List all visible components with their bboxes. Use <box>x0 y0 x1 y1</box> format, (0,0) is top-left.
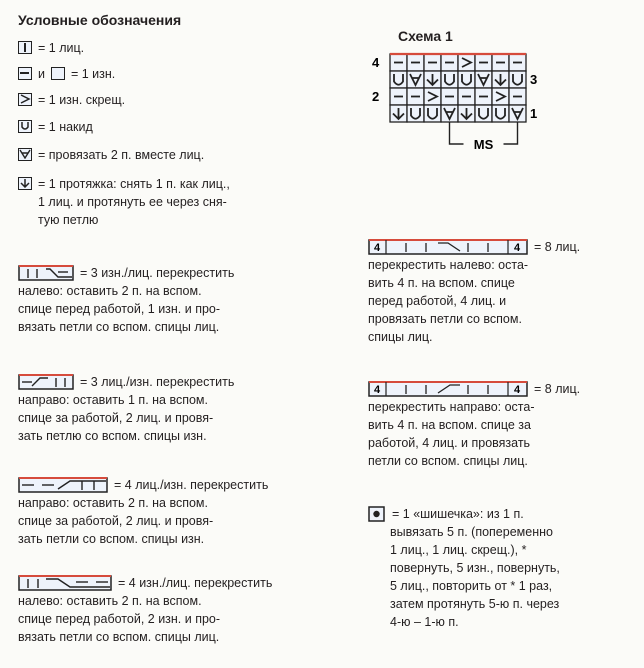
legend-text: = 3 лиц./изн. перекрестить <box>80 375 235 389</box>
legend-text: = 1 изн. скрещ. <box>38 93 126 107</box>
legend-text: работой, 4 лиц. и провязать <box>368 436 531 450</box>
cable-count-right: 4 <box>514 242 521 254</box>
legend-text: = 4 изн./лиц. перекрестить <box>118 576 273 590</box>
cable-3-left-symbol-icon <box>18 265 74 281</box>
legend-text: спицы лиц. <box>368 330 433 344</box>
cable-4-right-symbol-icon <box>18 477 108 493</box>
legend-text: 1 лиц., 1 лиц. скрещ.), * <box>390 543 527 557</box>
repeat-label: MS <box>473 137 494 152</box>
legend-text: затем протянуть 5-ю п. через <box>390 597 560 611</box>
cable-count-left: 4 <box>374 242 381 254</box>
chart-svg <box>368 48 588 178</box>
legend-text: = 8 лиц. <box>534 240 581 254</box>
legend-text: направо: оставить 1 п. на вспом. <box>18 393 209 407</box>
legend-item-skpo <box>18 176 230 229</box>
legend-item-cable-8-right <box>368 380 630 470</box>
legend-text: перекрестить направо: оста- <box>368 400 535 414</box>
bobble-symbol-icon <box>368 506 386 522</box>
cable-3-right-symbol-icon <box>18 374 74 390</box>
legend-text: зать петли со вспом. спицы изн. <box>18 532 205 546</box>
legend-and-text: и <box>38 67 45 81</box>
legend-item-cable-8-left <box>368 238 630 346</box>
legend-text: 1 лиц. и протянуть ее через сня- <box>38 195 227 209</box>
yarn-over-symbol-icon <box>18 120 32 133</box>
legend-text: зать петлю со вспом. спицы изн. <box>18 429 207 443</box>
legend-text: налево: оставить 2 п. на вспом. <box>18 284 202 298</box>
legend-item-yarn-over <box>18 119 93 136</box>
legend-text: 5 лиц., повторить от * 1 раз, <box>390 579 553 593</box>
legend-item-cable-3-right <box>18 373 336 445</box>
legend-text: = 8 лиц. <box>534 382 581 396</box>
purl-tbl-symbol-icon <box>18 93 32 106</box>
legend-text: = 1 «шишечка»: из 1 п. <box>392 507 524 521</box>
legend-text: = провязать 2 п. вместе лиц. <box>38 148 205 162</box>
legend-text: вывязать 5 п. (попеременно <box>390 525 553 539</box>
knit-symbol-icon <box>18 41 32 54</box>
legend-item-cable-4-right <box>18 476 336 548</box>
empty-cell-icon <box>51 67 65 80</box>
legend-text: петли со вспом. спицы лиц. <box>368 454 528 468</box>
legend-item-purl-tbl <box>18 92 125 109</box>
legend-item-k2tog <box>18 147 204 164</box>
legend-item-purl <box>18 66 115 83</box>
legend-text: вязать петли со вспом. спицы лиц. <box>18 630 220 644</box>
legend-text: перекрестить налево: оста- <box>368 258 529 272</box>
legend-text: тую петлю <box>38 213 99 227</box>
cable-4-left-symbol-icon <box>18 575 112 591</box>
scheme-title: Схема 1 <box>398 28 453 44</box>
legend-text: спице перед работой, 1 изн. и про- <box>18 302 221 316</box>
row-label-1: 1 <box>530 106 538 121</box>
k2tog-symbol-icon <box>18 148 32 161</box>
legend-text: = 1 накид <box>38 120 93 134</box>
legend-text: направо: оставить 2 п. на вспом. <box>18 496 209 510</box>
legend-text: налево: оставить 2 п. на вспом. <box>18 594 202 608</box>
skpo-symbol-icon <box>18 177 32 190</box>
legend-item-cable-3-left <box>18 264 336 336</box>
row-label-4: 4 <box>372 55 380 70</box>
legend-text: = 4 лиц./изн. перекрестить <box>114 478 269 492</box>
cable-8-right-symbol-icon <box>368 381 528 397</box>
legend-text: провязать петли со вспом. <box>368 312 522 326</box>
purl-symbol-icon <box>18 67 32 80</box>
legend-text: перед работой, 4 лиц. и <box>368 294 507 308</box>
legend-title: Условные обозначения <box>18 12 182 28</box>
legend-text: спице за работой, 2 лиц. и провя- <box>18 514 214 528</box>
legend-text: спице за работой, 2 лиц. и провя- <box>18 411 214 425</box>
legend-text: = 1 изн. <box>70 67 116 81</box>
legend-text: вить 4 п. на вспом. спице <box>368 276 515 290</box>
cable-count-left: 4 <box>374 384 381 396</box>
legend-text: повернуть, 5 изн., повернуть, <box>390 561 560 575</box>
cable-8-left-symbol-icon <box>368 239 528 255</box>
cable-count-right: 4 <box>514 384 521 396</box>
legend-text: = 3 изн./лиц. перекрестить <box>80 266 235 280</box>
legend-text: = 1 лиц. <box>38 41 85 55</box>
knitting-chart <box>368 48 588 183</box>
legend-text: вить 4 п. на вспом. спице за <box>368 418 531 432</box>
legend-text: 4-ю – 1-ю п. <box>390 615 459 629</box>
legend-text: вязать петли со вспом. спицы лиц. <box>18 320 220 334</box>
legend-item-bobble <box>368 505 630 631</box>
legend-text: спице перед работой, 2 изн. и про- <box>18 612 221 626</box>
legend-text: = 1 протяжка: снять 1 п. как лиц., <box>38 177 230 191</box>
legend-item-knit <box>18 40 84 57</box>
row-label-3: 3 <box>530 72 538 87</box>
legend-item-cable-4-left <box>18 574 336 646</box>
row-label-2: 2 <box>372 89 380 104</box>
